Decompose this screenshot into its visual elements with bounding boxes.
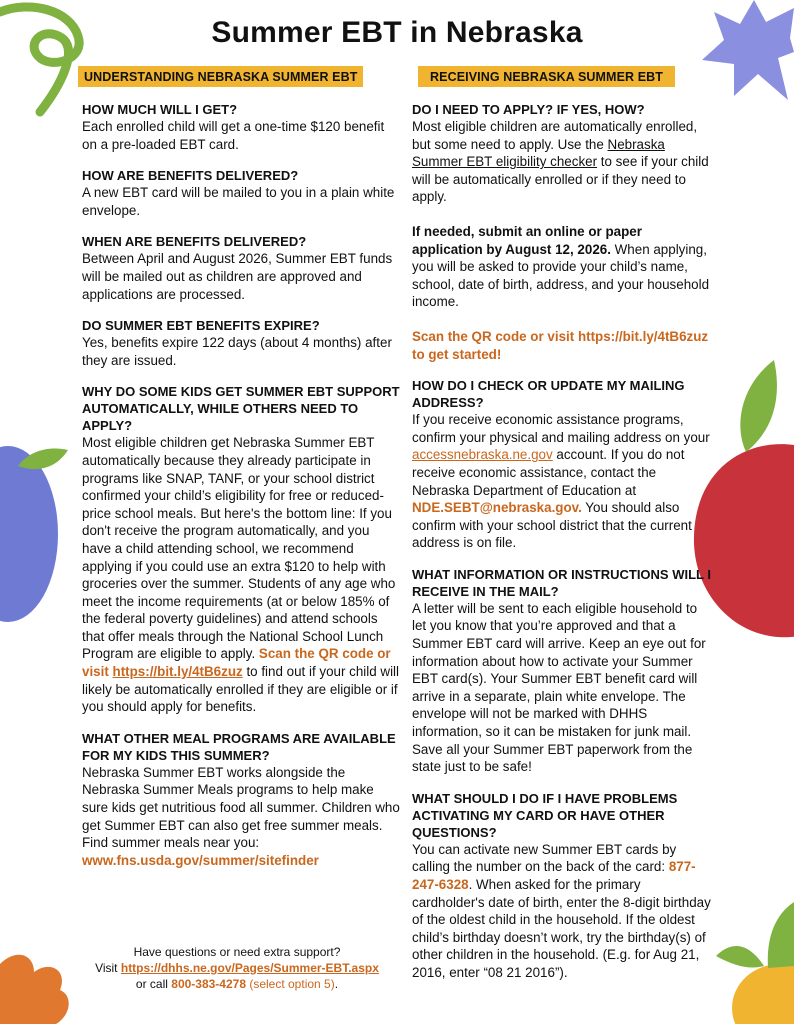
answer-how-much: Each enrolled child will get a one-time $120 benefit on a pre-loaded EBT card. [82, 119, 385, 152]
answer-how-delivered: A new EBT card will be mailed to you in a plain white envelope. [82, 185, 395, 218]
right-column [412, 66, 712, 982]
answer-other-meal-text: Nebraska Summer EBT works alongside the Nebraska Summer Meals programs to help make sure kids get nutritious food all summer. Children who get Summer EBT can also get free summer meals. Find summer meals near you: [82, 764, 400, 851]
section-banner-understanding: UNDERSTANDING NEBRASKA SUMMER EBT [78, 66, 363, 87]
blue-fruit-decoration [0, 436, 70, 626]
answer-why-automatic-text: Most eligible children get Nebraska Summer EBT automatically because they already participate in programs like SNAP, TANF, or your school district confirmed your child’s eligibility for free or reduced-price school meals. But here's the bottom line: If you don't receive the program automatically, and you have a child attending school, we recommend applying if you could use an extra $120 to help with groceries over the summer. Students of any age who meet the income requirements (at or below 185% of the federal poverty guidelines) and attend schools that offer meals through the National School Lunch Program are eligible to apply. [82, 435, 396, 662]
answer-activation-text: You can activate new Summer EBT cards by calling the number on the back of the card: [412, 841, 677, 875]
application-deadline-rest: When applying, you will be asked to provide your child’s name, school, date of birth, address, and your household income. [412, 241, 710, 310]
left-column [82, 66, 402, 869]
answer-expire: Yes, benefits expire 122 days (about 4 months) after they are issued. [82, 335, 392, 368]
page-title: Summer EBT in Nebraska [211, 16, 583, 49]
scan-qr-get-started[interactable]: Scan the QR code or visit https://bit.ly/4tB6zuz to get started! [412, 328, 709, 362]
yellow-fruit-decoration [714, 896, 794, 1024]
answer-why-automatic [82, 434, 402, 716]
question-why-automatic: WHY DO SOME KIDS GET SUMMER EBT SUPPORT AUTOMATICALLY, WHILE OTHERS NEED TO APPLY? [82, 384, 400, 434]
footer-question: Have questions or need extra support? [133, 945, 341, 959]
answer-mail-info: A letter will be sent to each eligible household to let you know that you’re approved and that a Summer EBT card will arrive. Keep an eye out for information about how to activate your Summer EBT card(s). Your Summer EBT benefit card will arrive in a separate, plain white envelope. The envelope will not be marked with DHHS information, so it can be mistaken for junk mail. Save all your Summer EBT paperwork from the state just to be safe! [412, 600, 706, 775]
footer-option: (select option 5) [246, 977, 335, 991]
footer-call: or call [135, 977, 172, 991]
answer-need-to-apply [412, 118, 712, 206]
question-need-to-apply: DO I NEED TO APPLY? IF YES, HOW? [412, 102, 645, 117]
answer-activation-problems [412, 841, 712, 982]
answer-need-to-apply-rest: to see if your child will be automatically enrolled or if they need to apply. [412, 154, 709, 205]
answer-mailing-address [412, 411, 712, 552]
question-when-delivered: WHEN ARE BENEFITS DELIVERED? [82, 234, 307, 250]
answer-mailing-address-rest: You should also confirm with your school district that the current address is on file. [412, 500, 692, 551]
question-expire: DO SUMMER EBT BENEFITS EXPIRE? [82, 318, 320, 334]
footer-contact [62, 944, 412, 992]
answer-other-meal-programs [82, 764, 402, 870]
dhhs-link[interactable]: https://dhhs.ne.gov/Pages/Summer-EBT.aspx [120, 961, 379, 975]
accessnebraska-link[interactable]: accessnebraska.ne.gov [412, 447, 553, 463]
question-mailing-address: HOW DO I CHECK OR UPDATE MY MAILING ADDRESS? [412, 378, 685, 411]
question-how-delivered: HOW ARE BENEFITS DELIVERED? [82, 168, 299, 184]
footer-visit: Visit [95, 961, 121, 975]
footer-phone[interactable]: 800-383-4278 [171, 977, 246, 991]
activation-phone[interactable]: 877-247-6328 [412, 859, 696, 892]
footer-period: . [334, 977, 339, 991]
answer-activation-rest: . When asked for the primary cardholder's date of birth, enter the 8-digit birthday of the oldest child in the household. If the oldest child’s birthday doesn’t work, try the birthday(s) of other children in the household. (E.g. for Aug 21, 2016, enter “08 21 2016”). [412, 877, 711, 980]
question-how-much: HOW MUCH WILL I GET? [82, 102, 238, 117]
question-activation-problems: WHAT SHOULD I DO IF I HAVE PROBLEMS ACTIVATING MY CARD OR HAVE OTHER QUESTIONS? [412, 790, 678, 840]
answer-why-automatic-rest: to find out if your child will likely be automatically enrolled if they are eligible or if you should apply for benefits. [82, 664, 400, 715]
question-other-meal-programs: WHAT OTHER MEAL PROGRAMS ARE AVAILABLE FOR MY KIDS THIS SUMMER? [82, 730, 396, 763]
answer-mailing-address-mid: account. If you do not receive economic assistance, contact the Nebraska Department of Education at [412, 447, 685, 498]
bitly-link[interactable]: https://bit.ly/4tB6zuz [112, 664, 243, 680]
sitefinder-link[interactable]: www.fns.usda.gov/summer/sitefinder [82, 852, 319, 868]
answer-when-delivered: Between April and August 2026, Summer EBT funds will be mailed out as children are approved and applications are processed. [82, 251, 393, 302]
eligibility-checker-link[interactable]: Nebraska Summer EBT eligibility checker [412, 136, 665, 170]
answer-need-to-apply-text: Most eligible children are automatically enrolled, but some need to apply. Use the [412, 119, 698, 152]
answer-mailing-address-text: If you receive economic assistance programs, confirm your physical and mailing address on your [412, 412, 710, 445]
application-deadline-paragraph [412, 223, 712, 311]
section-banner-receiving: RECEIVING NEBRASKA SUMMER EBT [418, 66, 675, 87]
scan-qr-text: Scan the QR code or visit [82, 646, 391, 680]
question-mail-info: WHAT INFORMATION OR INSTRUCTIONS WILL I RECEIVE IN THE MAIL? [412, 566, 711, 599]
nde-email-link[interactable]: NDE.SEBT@nebraska.gov. [412, 500, 582, 516]
application-deadline: If needed, submit an online or paper application by August 12, 2026. [412, 223, 642, 257]
